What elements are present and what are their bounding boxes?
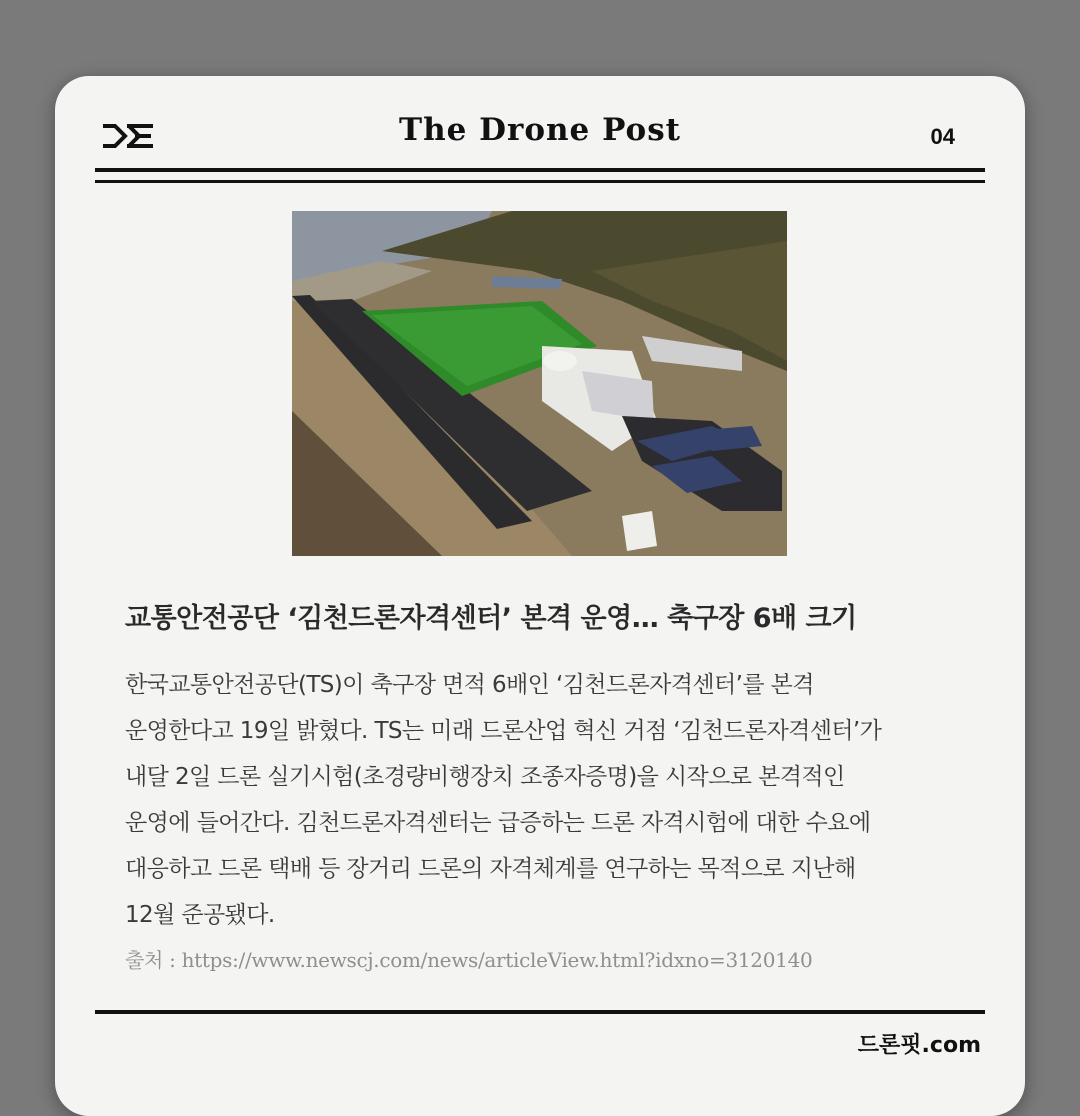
body-line: 운영한다고 19일 밝혔다. TS는 미래 드론산업 혁신 거점 ‘김천드론자격센터’가 bbox=[125, 718, 882, 744]
drone-center-aerial-image bbox=[292, 211, 787, 556]
header-rule-top bbox=[95, 168, 985, 172]
article-body bbox=[125, 662, 965, 938]
body-line: 운영에 들어간다. 김천드론자격센터는 급증하는 드론 자격시험에 대한 수요에 bbox=[125, 810, 871, 836]
source-link[interactable]: 출처 : https://www.newscj.com/news/articleView.html?idxno=3120140 bbox=[125, 948, 813, 972]
footer-rule bbox=[95, 1010, 985, 1014]
page-number: 04 bbox=[930, 124, 955, 149]
header-rule-bottom bbox=[95, 180, 985, 183]
body-line: 내달 2일 드론 실기시험(초경량비행장치 조종자증명)을 시작으로 본격적인 bbox=[125, 764, 845, 790]
header bbox=[55, 76, 1025, 186]
body-line: 대응하고 드론 택배 등 장거리 드론의 자격체계를 연구하는 목적으로 지난해 bbox=[125, 856, 856, 882]
article-card bbox=[55, 76, 1025, 1116]
article-photo bbox=[292, 211, 787, 556]
footer-brand[interactable]: 드론핏.com bbox=[857, 1033, 981, 1058]
masthead-title: The Drone Post bbox=[399, 112, 681, 148]
article-headline: 교통안전공단 ‘김천드론자격센터’ 본격 운영… 축구장 6배 크기 bbox=[125, 603, 857, 634]
body-line: 한국교통안전공단(TS)이 축구장 면적 6배인 ‘김천드론자격센터’를 본격 bbox=[125, 672, 814, 698]
body-line: 12월 준공됐다. bbox=[125, 902, 275, 928]
